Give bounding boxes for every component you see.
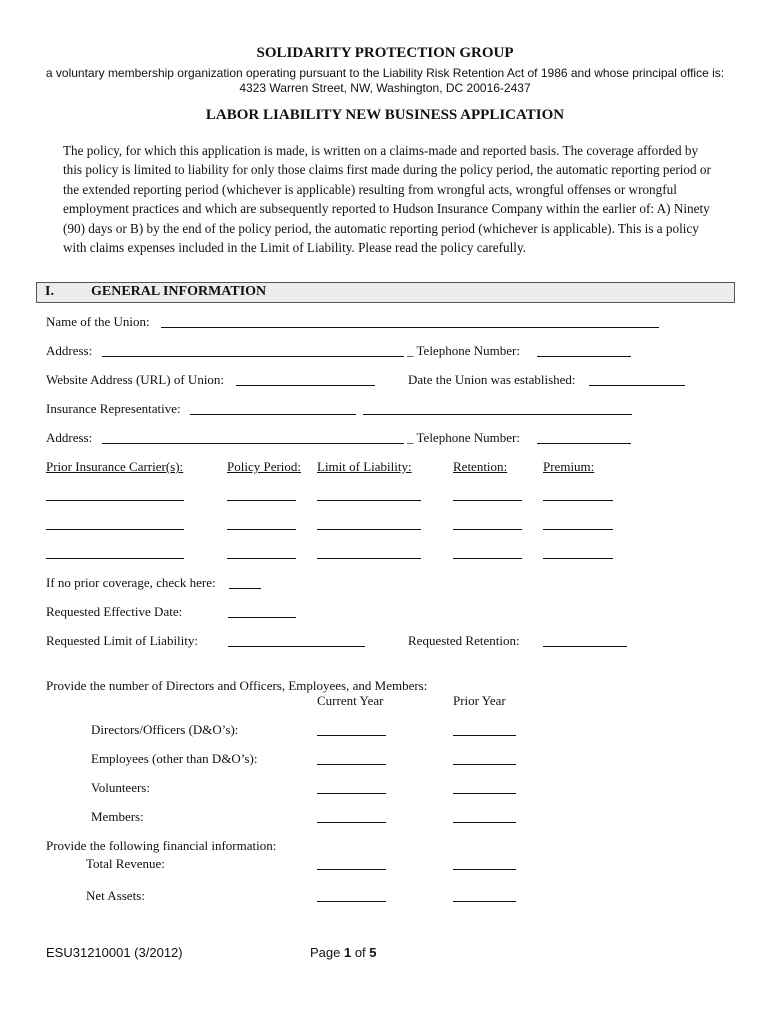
directors-current-field[interactable]	[317, 735, 386, 736]
section-general-information	[36, 282, 735, 303]
premium-field[interactable]	[543, 558, 613, 559]
requested-retention-field[interactable]	[543, 646, 627, 647]
policy-period-field[interactable]	[227, 500, 296, 501]
section-title: GENERAL INFORMATION	[91, 284, 267, 299]
telephone-field[interactable]	[537, 356, 631, 357]
col-prior-carrier: Prior Insurance Carrier(s):	[46, 459, 184, 474]
financial-prompt: Provide the following financial information:	[46, 838, 277, 853]
prior-carrier-field[interactable]	[46, 500, 184, 501]
date-established-field[interactable]	[589, 385, 685, 386]
effective-date-label: Requested Effective Date:	[46, 604, 183, 619]
intro-line: with claims expenses included in the Limit of Liability. Please read the policy carefully.	[63, 240, 527, 256]
net-assets-current-field[interactable]	[317, 901, 386, 902]
requested-limit-field[interactable]	[228, 646, 365, 647]
members-current-field[interactable]	[317, 822, 386, 823]
page-total: 5	[369, 945, 377, 960]
net-assets-label: Net Assets:	[86, 888, 145, 903]
rep-telephone-field[interactable]	[537, 443, 631, 444]
page-indicator	[310, 945, 377, 960]
retention-field[interactable]	[453, 529, 522, 530]
retention-field[interactable]	[453, 500, 522, 501]
employees-current-field[interactable]	[317, 764, 386, 765]
employees-prior-field[interactable]	[453, 764, 516, 765]
volunteers-label: Volunteers:	[91, 780, 150, 795]
retention-field[interactable]	[453, 558, 522, 559]
members-label: Members:	[91, 809, 144, 824]
insurance-rep-field[interactable]	[190, 414, 356, 415]
volunteers-current-field[interactable]	[317, 793, 386, 794]
intro-line: (90) days or B) by the end of the policy period, the automatic reporting period (whichever is applicable). This is a policy	[63, 220, 699, 236]
limit-field[interactable]	[317, 500, 421, 501]
col-retention: Retention:	[453, 459, 508, 474]
org-name: SOLIDARITY PROTECTION GROUP	[256, 45, 514, 61]
address-field[interactable]	[102, 356, 404, 357]
intro-line: this policy is limited to liability for only those claims first made during the policy period, the automatic reporting period or	[63, 162, 711, 178]
volunteers-prior-field[interactable]	[453, 793, 516, 794]
col-current-year: Current Year	[317, 693, 384, 708]
premium-field[interactable]	[543, 500, 613, 501]
col-limit-of-liability: Limit of Liability:	[317, 459, 412, 474]
insurance-rep-field-2[interactable]	[363, 414, 632, 415]
union-name-field[interactable]	[161, 327, 659, 328]
rep-address-field[interactable]	[102, 443, 404, 444]
website-label: Website Address (URL) of Union:	[46, 372, 225, 387]
employees-label: Employees (other than D&O’s):	[91, 751, 258, 766]
no-prior-coverage-label: If no prior coverage, check here:	[46, 575, 216, 590]
page-number: 1	[343, 945, 352, 960]
date-established-label: Date the Union was established:	[408, 372, 576, 387]
members-prior-field[interactable]	[453, 822, 516, 823]
section-number: I.	[45, 284, 54, 299]
address-label: Address:	[46, 343, 93, 358]
col-premium: Premium:	[543, 459, 595, 474]
effective-date-field[interactable]	[228, 617, 296, 618]
requested-limit-label: Requested Limit of Liability:	[46, 633, 199, 648]
insurance-rep-label: Insurance Representative:	[46, 401, 181, 416]
intro-line: employment practices and which are subsequently reported to Hudson Insurance Company within the earlier of: A) Ninety	[63, 201, 710, 217]
policy-intro	[63, 141, 725, 257]
telephone-label: _ Telephone Number:	[407, 343, 520, 358]
total-revenue-label: Total Revenue:	[86, 856, 165, 871]
org-address: 4323 Warren Street, NW, Washington, DC 20016-2437	[239, 81, 531, 95]
form-title: LABOR LIABILITY NEW BUSINESS APPLICATION	[205, 107, 565, 123]
net-assets-prior-field[interactable]	[453, 901, 516, 902]
website-field[interactable]	[236, 385, 375, 386]
rep-address-label: Address:	[46, 430, 93, 445]
col-policy-period: Policy Period:	[227, 459, 302, 474]
rep-telephone-label: _ Telephone Number:	[407, 430, 520, 445]
total-revenue-prior-field[interactable]	[453, 869, 516, 870]
org-subtitle: a voluntary membership organization operating pursuant to the Liability Risk Retention Act of 1986 and whose principal office is:	[45, 66, 725, 80]
union-name-label: Name of the Union:	[46, 314, 150, 329]
directors-prior-field[interactable]	[453, 735, 516, 736]
intro-line: the extended reporting period (whichever is applicable) resulting from wrongful acts, wrongful offenses or wrongful	[63, 181, 677, 197]
no-prior-coverage-check[interactable]	[229, 588, 261, 589]
limit-field[interactable]	[317, 529, 421, 530]
policy-period-field[interactable]	[227, 558, 296, 559]
prior-carrier-field[interactable]	[46, 529, 184, 530]
premium-field[interactable]	[543, 529, 613, 530]
requested-retention-label: Requested Retention:	[408, 633, 520, 648]
counts-prompt: Provide the number of Directors and Officers, Employees, and Members:	[46, 678, 428, 693]
form-code: ESU31210001 (3/2012)	[46, 945, 183, 960]
policy-period-field[interactable]	[227, 529, 296, 530]
total-revenue-current-field[interactable]	[317, 869, 386, 870]
page-word: Page	[310, 945, 344, 960]
prior-carrier-field[interactable]	[46, 558, 184, 559]
directors-officers-label: Directors/Officers (D&O’s):	[91, 722, 239, 737]
of-word: of	[351, 945, 370, 960]
limit-field[interactable]	[317, 558, 421, 559]
col-prior-year: Prior Year	[453, 693, 506, 708]
intro-line: The policy, for which this application is made, is written on a claims-made and reported basis. The coverage afforded by	[63, 143, 699, 158]
